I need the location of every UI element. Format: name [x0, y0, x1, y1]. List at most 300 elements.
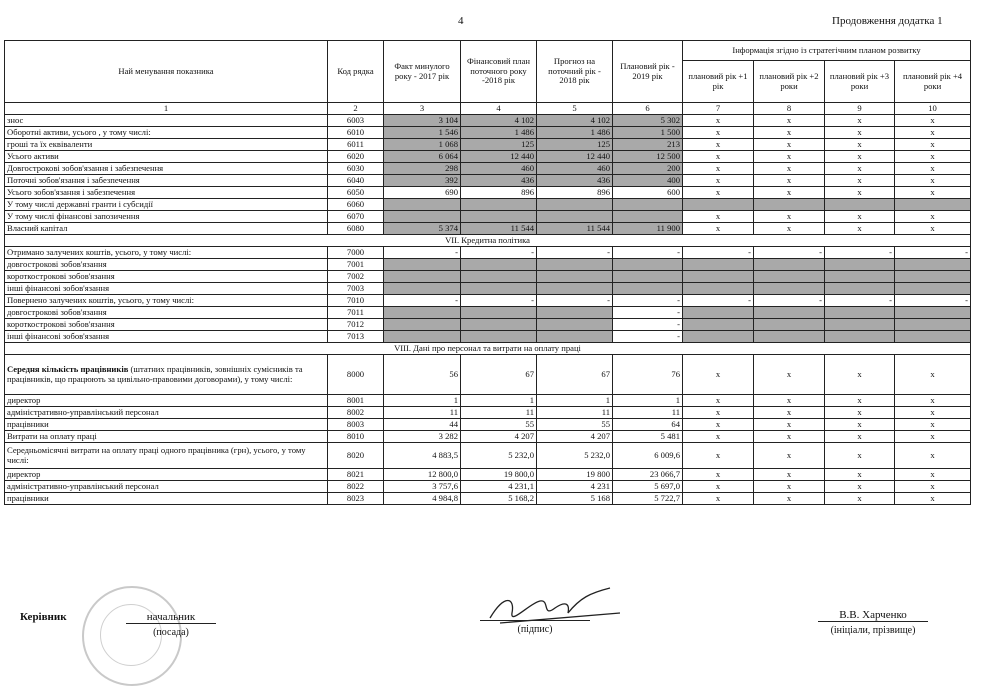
value-cell: 1	[537, 395, 613, 407]
column-number: 10	[895, 103, 971, 115]
header-planned: Плановий рік - 2019 рік	[613, 41, 683, 103]
strategic-cell: -	[895, 247, 971, 259]
value-cell	[384, 319, 461, 331]
value-cell	[461, 319, 537, 331]
row-name: короткострокові зобов'язання	[5, 319, 328, 331]
value-cell: -	[613, 331, 683, 343]
column-number: 1	[5, 103, 328, 115]
row-name: Оборотні активи, усього , у тому числі:	[5, 127, 328, 139]
strategic-cell	[683, 271, 754, 283]
column-number: 4	[461, 103, 537, 115]
strategic-cell	[825, 199, 895, 211]
value-cell: 5 302	[613, 115, 683, 127]
value-cell: -	[384, 295, 461, 307]
strategic-cell: x	[754, 223, 825, 235]
financial-plan-table	[4, 40, 971, 505]
strategic-cell: x	[683, 419, 754, 431]
strategic-cell	[825, 331, 895, 343]
sign-line	[480, 620, 590, 621]
strategic-cell: x	[825, 355, 895, 395]
table-row	[5, 469, 971, 481]
strategic-cell: x	[683, 443, 754, 469]
strategic-cell	[825, 259, 895, 271]
row-code: 8023	[328, 493, 384, 505]
table-row	[5, 493, 971, 505]
row-name: директор	[5, 395, 328, 407]
value-cell	[461, 259, 537, 271]
strategic-cell: x	[683, 151, 754, 163]
value-cell: 436	[537, 175, 613, 187]
strategic-cell	[895, 283, 971, 295]
value-cell: 5 232,0	[461, 443, 537, 469]
value-cell: 55	[461, 419, 537, 431]
position-caption: (посада)	[153, 627, 189, 638]
value-cell: 12 440	[537, 151, 613, 163]
row-code: 6030	[328, 163, 384, 175]
row-name: знос	[5, 115, 328, 127]
row-code: 6003	[328, 115, 384, 127]
strategic-cell	[895, 331, 971, 343]
value-cell: 12 440	[461, 151, 537, 163]
row-code: 6040	[328, 175, 384, 187]
strategic-cell: x	[825, 493, 895, 505]
value-cell: -	[613, 247, 683, 259]
strategic-cell: -	[825, 295, 895, 307]
strategic-cell: x	[895, 419, 971, 431]
row-name-rest: (штатних працівників, зовнішніх сумісників та працівників, що працюють за цивільно-правовими договорами), у тому числі:	[7, 364, 303, 384]
value-cell: 200	[613, 163, 683, 175]
value-cell	[537, 331, 613, 343]
value-cell: 400	[613, 175, 683, 187]
table-row	[5, 187, 971, 199]
table-row	[5, 283, 971, 295]
strategic-cell: x	[683, 355, 754, 395]
value-cell	[384, 271, 461, 283]
value-cell: 4 102	[537, 115, 613, 127]
value-cell: 125	[537, 139, 613, 151]
row-name: працівники	[5, 419, 328, 431]
strategic-cell	[683, 259, 754, 271]
row-code: 6060	[328, 199, 384, 211]
value-cell: 690	[384, 187, 461, 199]
row-name: Поточні зобов'язання і забезпечення	[5, 175, 328, 187]
strategic-cell: x	[825, 481, 895, 493]
column-number: 2	[328, 103, 384, 115]
strategic-cell: x	[825, 419, 895, 431]
value-cell	[537, 199, 613, 211]
value-cell	[537, 271, 613, 283]
strategic-cell: x	[895, 481, 971, 493]
header-p1: плановий рік +1 рік	[683, 61, 754, 103]
row-code: 8021	[328, 469, 384, 481]
value-cell: 1	[384, 395, 461, 407]
value-cell	[461, 271, 537, 283]
value-cell: 44	[384, 419, 461, 431]
head-label: Керівник	[20, 611, 67, 623]
value-cell: 19 800,0	[461, 469, 537, 481]
value-cell: 76	[613, 355, 683, 395]
row-name: адміністративно-управлінський персонал	[5, 407, 328, 419]
table-row	[5, 223, 971, 235]
row-code: 8022	[328, 481, 384, 493]
strategic-cell: x	[754, 187, 825, 199]
value-cell	[461, 307, 537, 319]
column-number: 8	[754, 103, 825, 115]
row-code: 7012	[328, 319, 384, 331]
strategic-cell	[754, 331, 825, 343]
value-cell: 896	[461, 187, 537, 199]
strategic-cell: -	[754, 247, 825, 259]
strategic-cell	[825, 319, 895, 331]
row-code: 6011	[328, 139, 384, 151]
value-cell: 55	[537, 419, 613, 431]
row-code: 7013	[328, 331, 384, 343]
table-row	[5, 163, 971, 175]
value-cell: 3 104	[384, 115, 461, 127]
header-fact: Факт минулого року - 2017 рік	[384, 41, 461, 103]
value-cell: 298	[384, 163, 461, 175]
row-code: 6020	[328, 151, 384, 163]
row-code: 8010	[328, 431, 384, 443]
value-cell	[613, 283, 683, 295]
header-code: Код рядка	[328, 41, 384, 103]
value-cell	[537, 307, 613, 319]
strategic-cell	[895, 259, 971, 271]
value-cell: 11 544	[537, 223, 613, 235]
row-name: Усього зобов'язання і забезпечення	[5, 187, 328, 199]
value-cell: 11	[461, 407, 537, 419]
value-cell: 4 102	[461, 115, 537, 127]
page-number: 4	[458, 15, 464, 27]
value-cell: 3 757,6	[384, 481, 461, 493]
row-code: 6070	[328, 211, 384, 223]
value-cell: -	[613, 307, 683, 319]
strategic-cell: -	[895, 295, 971, 307]
row-name: Витрати на оплату праці	[5, 431, 328, 443]
strategic-cell: x	[825, 407, 895, 419]
strategic-cell: x	[895, 187, 971, 199]
header-name: Най менування показника	[5, 41, 328, 103]
value-cell: 11 900	[613, 223, 683, 235]
strategic-cell: x	[754, 175, 825, 187]
strategic-cell	[683, 283, 754, 295]
value-cell: 1	[613, 395, 683, 407]
strategic-cell	[754, 307, 825, 319]
strategic-cell: x	[683, 223, 754, 235]
strategic-cell: x	[825, 151, 895, 163]
strategic-cell	[683, 199, 754, 211]
value-cell: -	[384, 247, 461, 259]
value-cell: 67	[461, 355, 537, 395]
strategic-cell: -	[683, 247, 754, 259]
strategic-cell	[754, 319, 825, 331]
value-cell: -	[461, 247, 537, 259]
strategic-cell: x	[754, 395, 825, 407]
strategic-cell: x	[825, 431, 895, 443]
value-cell: 4 207	[537, 431, 613, 443]
row-code: 8003	[328, 419, 384, 431]
strategic-cell: x	[895, 355, 971, 395]
section-header-row	[5, 343, 971, 355]
strategic-cell: x	[754, 407, 825, 419]
value-cell: 5 168,2	[461, 493, 537, 505]
strategic-cell: x	[754, 151, 825, 163]
table-row	[5, 443, 971, 469]
strategic-cell: x	[683, 431, 754, 443]
row-code: 7003	[328, 283, 384, 295]
strategic-cell: x	[825, 163, 895, 175]
row-code: 6080	[328, 223, 384, 235]
section-title: VIII. Дані про персонал та витрати на оплату праці	[5, 343, 971, 355]
value-cell: 436	[461, 175, 537, 187]
strategic-cell: x	[683, 115, 754, 127]
value-cell: -	[537, 295, 613, 307]
table-row	[5, 307, 971, 319]
strategic-cell: x	[825, 139, 895, 151]
table-row	[5, 407, 971, 419]
row-name: короткострокові зобов'язання	[5, 271, 328, 283]
strategic-cell: x	[825, 175, 895, 187]
strategic-cell: x	[754, 127, 825, 139]
head-name: В.В. Харченко	[818, 609, 928, 622]
strategic-cell: x	[754, 469, 825, 481]
value-cell: 11 544	[461, 223, 537, 235]
value-cell: 1 546	[384, 127, 461, 139]
row-code: 7001	[328, 259, 384, 271]
table-row	[5, 355, 971, 395]
row-name: директор	[5, 469, 328, 481]
value-cell: 213	[613, 139, 683, 151]
value-cell: 5 481	[613, 431, 683, 443]
table-row	[5, 139, 971, 151]
value-cell: 5 168	[537, 493, 613, 505]
value-cell	[384, 211, 461, 223]
value-cell: -	[537, 247, 613, 259]
row-name: Отримано залучених коштів, усього, у тому числі:	[5, 247, 328, 259]
strategic-cell: x	[895, 115, 971, 127]
value-cell	[384, 199, 461, 211]
value-cell: 6 064	[384, 151, 461, 163]
strategic-cell: x	[895, 469, 971, 481]
strategic-cell: x	[895, 407, 971, 419]
strategic-cell: x	[895, 163, 971, 175]
value-cell: 67	[537, 355, 613, 395]
strategic-cell	[754, 283, 825, 295]
strategic-cell: x	[754, 211, 825, 223]
strategic-cell	[825, 271, 895, 283]
table-row	[5, 271, 971, 283]
section-header-row	[5, 235, 971, 247]
value-cell: 11	[384, 407, 461, 419]
column-number: 9	[825, 103, 895, 115]
strategic-cell	[754, 199, 825, 211]
row-name: Середньомісячні витрати на оплату праці одного працівника (грн), усього, у тому числі:	[5, 443, 328, 469]
value-cell: 4 984,8	[384, 493, 461, 505]
value-cell: -	[461, 295, 537, 307]
table-row	[5, 419, 971, 431]
row-code: 6010	[328, 127, 384, 139]
strategic-cell: x	[825, 187, 895, 199]
strategic-cell: x	[754, 493, 825, 505]
sign-caption: (підпис)	[517, 624, 553, 635]
table-row	[5, 175, 971, 187]
name-caption: (ініціали, прізвище)	[830, 625, 916, 636]
continuation-note: Продовження додатка 1	[832, 15, 943, 27]
table-row	[5, 211, 971, 223]
strategic-cell: x	[683, 211, 754, 223]
strategic-cell: x	[895, 139, 971, 151]
value-cell	[537, 211, 613, 223]
value-cell: 896	[537, 187, 613, 199]
column-number: 7	[683, 103, 754, 115]
row-name: довгострокові зобов'язання	[5, 259, 328, 271]
value-cell: -	[613, 319, 683, 331]
strategic-cell: x	[825, 443, 895, 469]
value-cell	[537, 283, 613, 295]
value-cell	[384, 331, 461, 343]
row-name: Повернено залучених коштів, усього, у тому числі:	[5, 295, 328, 307]
value-cell	[613, 271, 683, 283]
row-name: довгострокові зобов'язання	[5, 307, 328, 319]
table-row	[5, 127, 971, 139]
value-cell	[384, 259, 461, 271]
row-name: Довгострокові зобов'язання і забезпечення	[5, 163, 328, 175]
strategic-cell	[825, 307, 895, 319]
value-cell: 11	[613, 407, 683, 419]
table-row	[5, 319, 971, 331]
strategic-cell: x	[754, 139, 825, 151]
strategic-cell: x	[683, 407, 754, 419]
value-cell: 4 883,5	[384, 443, 461, 469]
strategic-cell: x	[754, 115, 825, 127]
strategic-cell: x	[683, 139, 754, 151]
row-name: інші фінансові зобов'язання	[5, 283, 328, 295]
strategic-cell: x	[754, 163, 825, 175]
row-code: 7010	[328, 295, 384, 307]
header-p2: плановий рік +2 роки	[754, 61, 825, 103]
table-row	[5, 331, 971, 343]
strategic-cell	[895, 319, 971, 331]
table-row	[5, 259, 971, 271]
value-cell	[461, 211, 537, 223]
value-cell: 5 722,7	[613, 493, 683, 505]
value-cell: 392	[384, 175, 461, 187]
strategic-cell: x	[825, 211, 895, 223]
row-code: 8001	[328, 395, 384, 407]
strategic-cell: x	[825, 115, 895, 127]
row-name: інші фінансові зобов'язання	[5, 331, 328, 343]
header-p3: плановий рік +3 роки	[825, 61, 895, 103]
value-cell: 5 374	[384, 223, 461, 235]
row-name: У тому числі державні гранти і субсидії	[5, 199, 328, 211]
strategic-cell	[683, 331, 754, 343]
value-cell: 1 068	[384, 139, 461, 151]
strategic-cell: x	[895, 175, 971, 187]
header-forecast: Прогноз на поточний рік - 2018 рік	[537, 41, 613, 103]
strategic-cell: x	[825, 223, 895, 235]
row-name-bold-part: Середня кількість працівників	[7, 364, 129, 375]
value-cell: 4 231,1	[461, 481, 537, 493]
head-position: начальник	[126, 611, 216, 624]
row-name	[5, 355, 328, 395]
row-name: Власний капітал	[5, 223, 328, 235]
strategic-cell	[754, 259, 825, 271]
table-row	[5, 431, 971, 443]
row-code: 7011	[328, 307, 384, 319]
strategic-cell: x	[683, 395, 754, 407]
table-row	[5, 395, 971, 407]
strategic-cell	[683, 319, 754, 331]
table-row	[5, 247, 971, 259]
value-cell: 12 500	[613, 151, 683, 163]
value-cell: 23 066,7	[613, 469, 683, 481]
value-cell	[461, 331, 537, 343]
table-row	[5, 481, 971, 493]
strategic-cell	[895, 271, 971, 283]
row-code: 6050	[328, 187, 384, 199]
column-number: 5	[537, 103, 613, 115]
strategic-cell: x	[895, 211, 971, 223]
row-name: адміністративно-управлінський персонал	[5, 481, 328, 493]
header-p4: плановий рік +4 роки	[895, 61, 971, 103]
strategic-cell: x	[895, 493, 971, 505]
strategic-cell: x	[895, 395, 971, 407]
strategic-cell: x	[683, 127, 754, 139]
strategic-cell: -	[683, 295, 754, 307]
strategic-cell: x	[683, 481, 754, 493]
row-code: 8020	[328, 443, 384, 469]
row-name: У тому числі фінансові запозичення	[5, 211, 328, 223]
strategic-cell: x	[754, 419, 825, 431]
value-cell	[613, 259, 683, 271]
strategic-cell: x	[895, 443, 971, 469]
value-cell	[384, 307, 461, 319]
table-row	[5, 115, 971, 127]
value-cell: 5 232,0	[537, 443, 613, 469]
value-cell: 3 282	[384, 431, 461, 443]
strategic-cell: x	[825, 469, 895, 481]
value-cell	[461, 199, 537, 211]
strategic-cell: x	[895, 223, 971, 235]
section-title: VII. Кредитна політика	[5, 235, 971, 247]
row-code: 7002	[328, 271, 384, 283]
column-number: 6	[613, 103, 683, 115]
column-numbers-row	[5, 103, 971, 115]
table-row	[5, 199, 971, 211]
value-cell	[613, 211, 683, 223]
value-cell: 12 800,0	[384, 469, 461, 481]
table-row	[5, 151, 971, 163]
strategic-cell: x	[683, 175, 754, 187]
value-cell: -	[613, 295, 683, 307]
value-cell: 460	[461, 163, 537, 175]
row-name: гроші та їх еквіваленти	[5, 139, 328, 151]
row-name: працівники	[5, 493, 328, 505]
value-cell: 1 486	[461, 127, 537, 139]
strategic-cell: x	[754, 443, 825, 469]
strategic-cell: x	[895, 127, 971, 139]
strategic-cell	[825, 283, 895, 295]
strategic-cell: x	[895, 151, 971, 163]
row-name: Усього активи	[5, 151, 328, 163]
value-cell: 125	[461, 139, 537, 151]
strategic-cell	[754, 271, 825, 283]
table-row	[5, 295, 971, 307]
header-fin-plan: Фінансовий план поточного року -2018 рік	[461, 41, 537, 103]
value-cell: 5 697,0	[613, 481, 683, 493]
strategic-cell: x	[683, 187, 754, 199]
strategic-cell: -	[825, 247, 895, 259]
